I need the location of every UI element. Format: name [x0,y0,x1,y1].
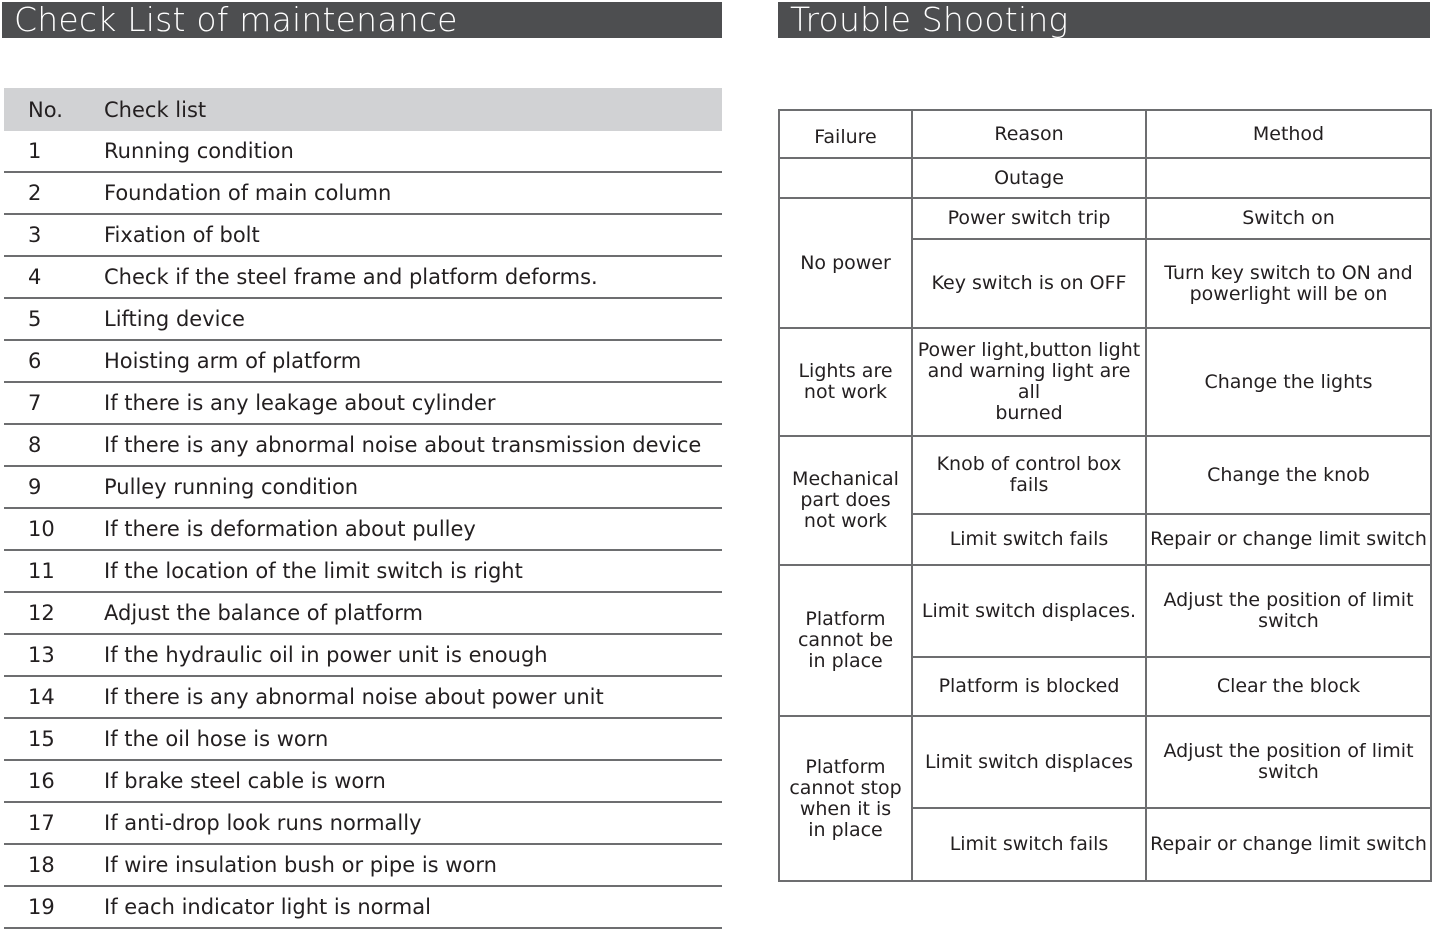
checklist-row-item: If each indicator light is normal [104,895,431,919]
checklist-header-row [4,88,722,131]
header-reason: Reason [912,110,1146,158]
troubleshooting-row [779,198,1431,239]
checklist-row-number: 7 [28,391,42,415]
troubleshooting-row [779,716,1431,808]
checklist-row [4,299,722,341]
checklist-row-item: If there is deformation about pulley [104,517,476,541]
checklist-row-number: 2 [28,181,42,205]
checklist-row [4,173,722,215]
troubleshooting-table [778,109,1432,882]
failure-cell [779,158,912,198]
checklist-row-number: 17 [28,811,55,835]
checklist-row [4,635,722,677]
checklist-row-item: If the hydraulic oil in power unit is enough [104,643,548,667]
method-cell: Clear the block [1146,657,1431,716]
troubleshooting-row [779,565,1431,657]
header-no: No. [28,97,63,122]
checklist-row-number: 8 [28,433,42,457]
checklist-row-number: 13 [28,643,55,667]
checklist-row-item: If wire insulation bush or pipe is worn [104,853,497,877]
reason-cell: Power light,button light and warning light are all burned [912,328,1146,436]
checklist-row [4,719,722,761]
troubleshooting-row [779,436,1431,514]
reason-cell: Outage [912,158,1146,198]
checklist-row [4,257,722,299]
checklist-row-number: 12 [28,601,55,625]
reason-cell: Knob of control box fails [912,436,1146,514]
checklist-row-number: 3 [28,223,42,247]
checklist-row-item: Foundation of main column [104,181,392,205]
checklist-row-item: If the oil hose is worn [104,727,329,751]
maintenance-checklist-table [4,88,722,929]
method-cell: Change the lights [1146,328,1431,436]
checklist-row [4,677,722,719]
method-cell: Adjust the position of limit switch [1146,716,1431,808]
checklist-row [4,509,722,551]
reason-cell: Limit switch displaces [912,716,1146,808]
method-cell: Switch on [1146,198,1431,239]
checklist-row-item: If there is any leakage about cylinder [104,391,496,415]
checklist-row-number: 9 [28,475,42,499]
checklist-row-number: 16 [28,769,55,793]
checklist-row-number: 19 [28,895,55,919]
failure-cell: Platform cannot be in place [779,565,912,716]
checklist-row-item: If anti-drop look runs normally [104,811,422,835]
failure-cell: Lights are not work [779,328,912,436]
checklist-body [4,131,722,929]
reason-cell: Limit switch fails [912,808,1146,881]
checklist-row-number: 14 [28,685,55,709]
troubleshooting-row [779,328,1431,436]
failure-cell: Platform cannot stop when it is in place [779,716,912,881]
checklist-row-item: Hoisting arm of platform [104,349,362,373]
checklist-row [4,131,722,173]
checklist-row-number: 4 [28,265,42,289]
checklist-row-number: 15 [28,727,55,751]
troubleshooting-row [779,158,1431,198]
reason-cell: Limit switch displaces. [912,565,1146,657]
checklist-row [4,593,722,635]
checklist-row-number: 6 [28,349,42,373]
checklist-row-item: Check if the steel frame and platform deforms. [104,265,598,289]
troubleshooting-header-row [779,110,1431,158]
checklist-row-item: Fixation of bolt [104,223,260,247]
checklist-row [4,551,722,593]
checklist-row-item: Adjust the balance of platform [104,601,423,625]
failure-cell: Mechanical part does not work [779,436,912,565]
troubleshooting-title: Trouble Shooting [778,2,1430,38]
method-cell [1146,158,1431,198]
checklist-row [4,845,722,887]
checklist-row-item: Pulley running condition [104,475,359,499]
checklist-row [4,215,722,257]
method-cell: Repair or change limit switch [1146,808,1431,881]
method-cell: Turn key switch to ON and powerlight will be on [1146,239,1431,328]
checklist-row-number: 18 [28,853,55,877]
reason-cell: Platform is blocked [912,657,1146,716]
checklist-row-item: If brake steel cable is worn [104,769,386,793]
checklist-row [4,383,722,425]
header-method: Method [1146,110,1431,158]
method-cell: Change the knob [1146,436,1431,514]
checklist-row-number: 10 [28,517,55,541]
checklist-row [4,467,722,509]
checklist-row-number: 11 [28,559,55,583]
checklist-row [4,803,722,845]
reason-cell: Power switch trip [912,198,1146,239]
checklist-title: Check List of maintenance [2,2,722,38]
checklist-row-item: If there is any abnormal noise about transmission device [104,433,702,457]
header-failure: Failure [779,110,912,158]
checklist-row-number: 5 [28,307,42,331]
checklist-row [4,341,722,383]
header-check-list: Check list [104,97,207,122]
checklist-row [4,761,722,803]
reason-cell: Limit switch fails [912,514,1146,565]
checklist-row [4,425,722,467]
checklist-row [4,887,722,929]
failure-cell: No power [779,198,912,328]
method-cell: Repair or change limit switch [1146,514,1431,565]
checklist-row-item: Running condition [104,139,294,163]
method-cell: Adjust the position of limit switch [1146,565,1431,657]
checklist-row-item: If there is any abnormal noise about power unit [104,685,604,709]
reason-cell: Key switch is on OFF [912,239,1146,328]
checklist-row-item: If the location of the limit switch is right [104,559,523,583]
checklist-row-item: Lifting device [104,307,245,331]
checklist-row-number: 1 [28,139,42,163]
